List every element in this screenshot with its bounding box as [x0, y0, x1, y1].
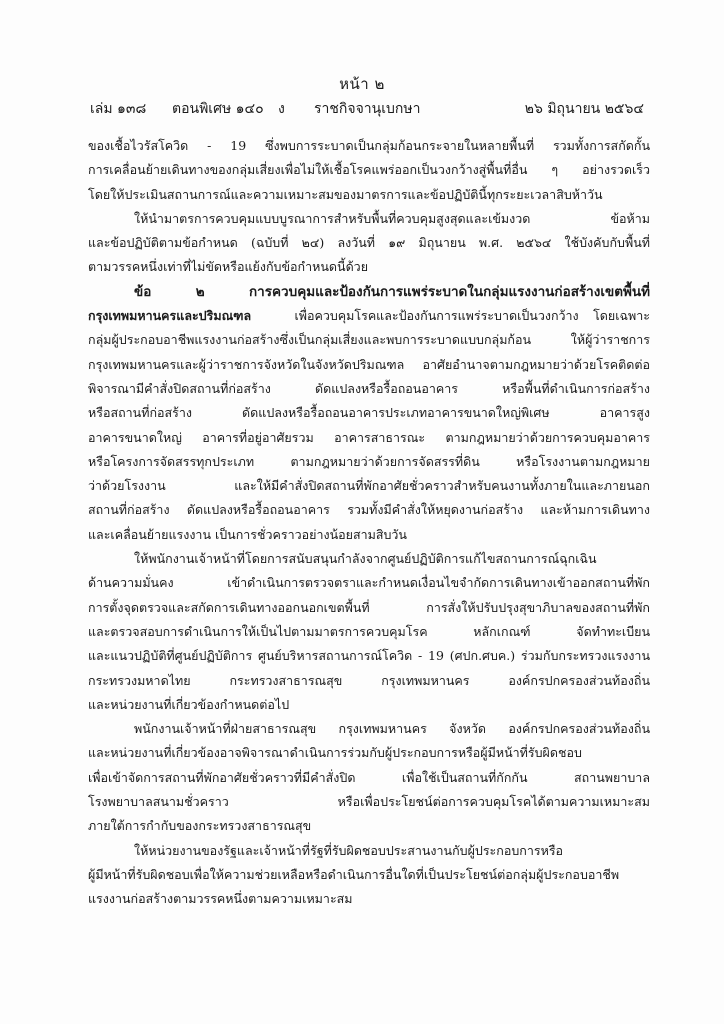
body-line: ภายใต้การกำกับของกระทรวงสาธารณสุข: [88, 818, 312, 834]
body-line: กระทรวงมหาดไทย กระทรวงสาธารณสุข กรุงเทพมหานคร องค์กรปกครองส่วนท้องถิ่น: [88, 672, 650, 688]
body-line: ว่าด้วยโรงงาน และให้มีคำสั่งปิดสถานที่พักอาศัยชั่วคราวสำหรับคนงานทั้งภายในและภายนอก: [88, 478, 650, 494]
body-line-text: เพื่อควบคุมโรคและป้องกันการแพร่ระบาดเป็นวงกว้าง โดยเฉพาะ: [294, 308, 650, 324]
body-line: หรือโครงการจัดสรรทุกประเภท ตามกฎหมายว่าด้วยการจัดสรรที่ดิน หรือโรงงานตามกฎหมาย: [88, 453, 650, 469]
body-line: ผู้มีหน้าที่รับผิดชอบเพื่อให้ความช่วยเหลือหรือดำเนินการอื่นใดที่เป็นประโยชน์ต่อกลุ่มผู้ประกอบอาชีพ: [88, 866, 620, 882]
header-volume: เล่ม ๑๓๘: [90, 101, 147, 117]
body-line: [88, 304, 650, 328]
body-line: พิจารณามีคำสั่งปิดสถานที่ก่อสร้าง ดัดแปลงหรือรื้อถอนอาคาร หรือพื้นที่ดำเนินการก่อสร้าง: [88, 380, 650, 396]
page-number: หน้า ๒: [339, 75, 385, 93]
body-line: และตรวจสอบการดำเนินการให้เป็นไปตามมาตรการควบคุมโรค หลักเกณฑ์ จัดทำทะเบียน: [88, 623, 650, 639]
body-line: และหน่วยงานที่เกี่ยวข้องอาจพิจารณาดำเนินการร่วมกับผู้ประกอบการหรือผู้มีหน้าที่รับผิดชอบ: [88, 745, 582, 761]
body-line: กลุ่มผู้ประกอบอาชีพแรงงานก่อสร้างซึ่งเป็นกลุ่มเสี่ยงและพบการระบาดแบบกลุ่มก้อน ให้ผู้ว่าราชการ: [88, 332, 650, 348]
body-line: แรงงานก่อสร้างตามวรรคหนึ่งตามความเหมาะสม: [88, 891, 353, 907]
body-line: หรือสถานที่ก่อสร้าง ดัดแปลงหรือรื้อถอนอาคารประเภทอาคารขนาดใหญ่พิเศษ อาคารสูง: [88, 405, 650, 421]
clause-heading-continued: กรุงเทพมหานครและปริมณฑล: [88, 308, 252, 324]
body-line: ให้หน่วยงานของรัฐและเจ้าหน้าที่รัฐที่รับผิดชอบประสานงานกับผู้ประกอบการหรือ: [134, 842, 564, 858]
body-line: เพื่อเข้าจัดการสถานที่พักอาศัยชั่วคราวที่มีคำสั่งปิด เพื่อใช้เป็นสถานที่กักกัน สถานพยาบาล: [88, 769, 650, 785]
header-date: ๒๖ มิถุนายน ๒๕๖๔: [524, 101, 644, 117]
body-line: ด้านความมั่นคง เข้าดำเนินการตรวจตราและกำหนดเงื่อนไขจำกัดการเดินทางเข้าออกสถานที่พัก: [88, 575, 650, 591]
header-section: ง: [278, 101, 285, 117]
body-line: และเคลื่อนย้ายแรงงาน เป็นการชั่วคราวอย่างน้อยสามสิบวัน: [88, 526, 407, 542]
body-line: และหน่วยงานที่เกี่ยวข้องกำหนดต่อไป: [88, 696, 290, 712]
header-issue: ตอนพิเศษ ๑๔๐: [172, 101, 264, 117]
body-line: ของเชื้อไวรัสโควิด - 19 ซึ่งพบการระบาดเป็นกลุ่มก้อนกระจายในหลายพื้นที่ รวมทั้งการสกัดกั้น: [88, 138, 650, 153]
body-line: การเคลื่อนย้ายเดินทางของกลุ่มเสี่ยงเพื่อไม่ให้เชื้อโรคแพร่ออกเป็นวงกว้างสู่พื้นที่อื่น ๆ อย่างรวดเร็ว: [88, 162, 650, 178]
body-line: สถานที่ก่อสร้าง ดัดแปลงหรือรื้อถอนอาคาร รวมทั้งมีคำสั่งให้หยุดงานก่อสร้าง และห้ามการเดินทาง: [88, 502, 650, 518]
body-line: พนักงานเจ้าหน้าที่ฝ่ายสาธารณสุข กรุงเทพมหานคร จังหวัด องค์กรปกครองส่วนท้องถิ่น: [134, 721, 650, 737]
header-gazette-name: ราชกิจจานุเบกษา: [314, 101, 421, 117]
body-line: กรุงเทพมหานครและผู้ว่าราชการจังหวัดในจังหวัดปริมณฑล อาศัยอำนาจตามกฎหมายว่าด้วยโรคติดต่อ: [88, 356, 650, 372]
body-line: การตั้งจุดตรวจและสกัดการเดินทางออกนอกเขตพื้นที่ การสั่งให้ปรับปรุงสุขาภิบาลของสถานที่พัก: [88, 599, 650, 615]
document-body: [88, 134, 650, 912]
body-line: และข้อปฏิบัติตามข้อกำหนด (ฉบับที่ ๒๔) ลงวันที่ ๑๙ มิถุนายน พ.ศ. ๒๕๖๔ ใช้บังคับกับพื้นที่: [88, 235, 650, 251]
body-line: โดยให้ประเมินสถานการณ์และความเหมาะสมของมาตรการและข้อปฏิบัตินี้ทุกระยะเวลาสิบห้าวัน: [88, 186, 603, 202]
gazette-header: [90, 98, 644, 118]
body-line: ให้พนักงานเจ้าหน้าที่โดยการสนับสนุนกำลังจากศูนย์ปฏิบัติการแก้ไขสถานการณ์ฉุกเฉิน: [134, 551, 597, 567]
body-line: ให้นำมาตรการควบคุมแบบบูรณาการสำหรับพื้นที่ควบคุมสูงสุดและเข้มงวด ข้อห้าม: [134, 210, 650, 226]
clause-heading: ข้อ ๒ การควบคุมและป้องกันการแพร่ระบาดในกลุ่มแรงงานก่อสร้างเขตพื้นที่: [134, 283, 650, 300]
body-line: อาคารขนาดใหญ่ อาคารที่อยู่อาศัยรวม อาคารสาธารณะ ตามกฎหมายว่าด้วยการควบคุมอาคาร: [88, 429, 650, 445]
body-line: โรงพยาบาลสนามชั่วคราว หรือเพื่อประโยชน์ต่อการควบคุมโรคได้ตามความเหมาะสม: [88, 794, 650, 810]
body-line: ตามวรรคหนึ่งเท่าที่ไม่ขัดหรือแย้งกับข้อกำหนดนี้ด้วย: [88, 259, 369, 275]
body-line: และแนวปฏิบัติที่ศูนย์ปฏิบัติการ ศูนย์บริหารสถานการณ์โควิด - 19 (ศปก.ศบค.) ร่วมกับกระทรวงแรงงาน: [88, 648, 650, 664]
